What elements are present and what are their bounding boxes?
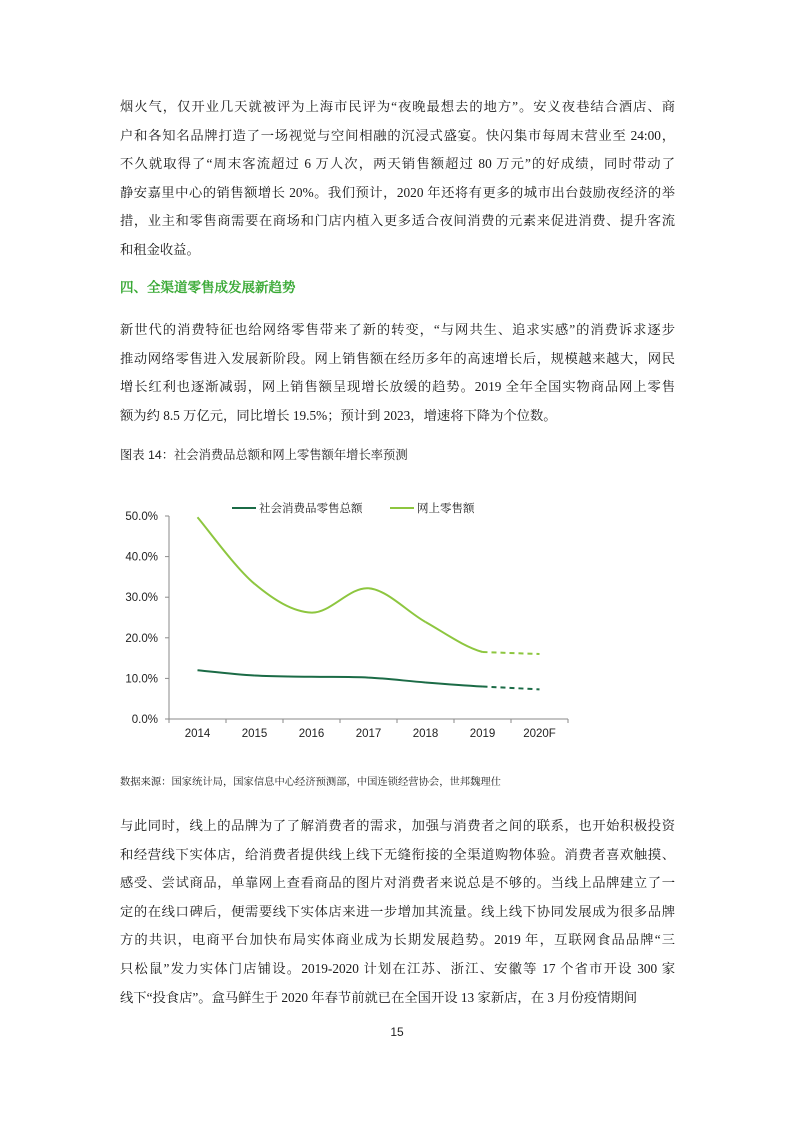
paragraph-omnichannel — [120, 812, 675, 1012]
page-number: 15 — [390, 1025, 404, 1039]
series-line-segment — [483, 652, 540, 654]
paragraph-nightlife — [120, 93, 675, 265]
series-line-segment — [369, 678, 426, 683]
x-tick-label: 2020F — [523, 728, 556, 740]
figure-caption: 图表 14：社会消费品总额和网上零售额年增长率预测 — [120, 448, 408, 462]
series-line-segment — [426, 622, 483, 652]
paragraph-line: 和经营线下实体店，给消费者提供线上线下无缝衔接的全渠道购物体验。消费者喜欢触摸、 — [120, 846, 675, 862]
paragraph-online-retail — [120, 316, 675, 430]
paragraph-line: 户和各知名品牌打造了一场视觉与空间相融的沉浸式盛宴。快闪集市每周末营业至 24:00， — [120, 127, 675, 143]
paragraph-line: 感受、尝试商品，单靠网上查看商品的图片对消费者来说总是不够的。当线上品牌建立了一 — [120, 875, 675, 891]
x-tick-label: 2018 — [412, 728, 439, 740]
y-tick-label: 0.0% — [131, 714, 158, 726]
series-line-segment — [369, 588, 426, 622]
paragraph-line: 增长红利也逐渐减弱，网上销售额呈现增长放缓的趋势。2019 全年全国实物商品网上零售 — [120, 379, 675, 395]
paragraph-line: 静安嘉里中心的销售额增长 20%。我们预计，2020 年还将有更多的城市出台鼓励夜经济的举 — [120, 184, 675, 200]
paragraph-line: 新世代的消费特征也给网络零售带来了新的转变，“与网共生、追求实感”的消费诉求逐步 — [120, 322, 675, 337]
y-tick-label: 30.0% — [125, 592, 158, 605]
x-tick-label: 2015 — [241, 728, 268, 740]
paragraph-line: 只松鼠”发力实体门店铺设。2019-2020 计划在江苏、浙江、安徽等 17 个省市开设 300 家 — [120, 960, 675, 976]
paragraph-line: 措，业主和零售商需要在商场和门店内植入更多适合夜间消费的元素来促进消费、提升客流 — [120, 213, 675, 229]
paragraph-line: 与此同时，线上的品牌为了了解消费者的需求，加强与消费者之间的联系，也开始积极投资 — [120, 818, 675, 833]
series-line-segment — [483, 687, 540, 690]
y-tick-label: 50.0% — [125, 511, 158, 523]
x-tick-label: 2017 — [355, 728, 382, 740]
series-line-segment — [198, 517, 255, 584]
legend-label: 社会消费品零售总额 — [259, 503, 363, 515]
paragraph-line: 额为约 8.5 万亿元，同比增长 19.5%；预计到 2023，增速将下降为个位数。 — [120, 407, 557, 423]
data-source-note: 数据来源：国家统计局，国家信息中心经济预测部，中国连锁经营协会，世邦魏理仕 — [120, 777, 501, 788]
series-line-segment — [198, 670, 255, 675]
paragraph-line: 和租金收益。 — [120, 241, 200, 257]
paragraph-line: 不久就取得了“周末客流超过 6 万人次，两天销售额超过 80 万元”的好成绩，同时带动了 — [120, 156, 675, 172]
y-tick-label: 40.0% — [125, 551, 158, 564]
series-line-segment — [312, 588, 369, 612]
y-tick-label: 20.0% — [125, 632, 158, 645]
paragraph-line: 线下“投食店”。盒马鲜生于 2020 年春节前就已在全国开设 13 家新店，在 3 月份疫情期间 — [120, 989, 638, 1005]
section-heading: 四、全渠道零售成发展新趋势 — [120, 280, 296, 295]
series-line-segment — [255, 676, 312, 677]
paragraph-line: 定的在线口碑后，便需要线下实体店来进一步增加其流量。线上线下协同发展成为很多品牌 — [120, 903, 675, 919]
x-tick-label: 2016 — [298, 728, 325, 740]
paragraph-line: 烟火气，仅开业几天就被评为上海市民评为“夜晚最想去的地方”。安义夜巷结合酒店、商 — [120, 99, 675, 114]
x-tick-label: 2014 — [184, 728, 211, 740]
series-line-segment — [312, 677, 369, 678]
y-tick-label: 10.0% — [125, 673, 158, 686]
series-line-segment — [426, 682, 483, 686]
paragraph-line: 推动网络零售进入发展新阶段。网上销售额在经历多年的高速增长后，规模越来越大，网民 — [120, 350, 675, 366]
legend-label: 网上零售额 — [417, 503, 475, 515]
line-chart — [120, 488, 580, 750]
x-tick-label: 2019 — [469, 728, 496, 740]
series-line-segment — [255, 584, 312, 613]
paragraph-line: 方的共识，电商平台加快布局实体商业成为长期发展趋势。2019 年，互联网食品品牌“三 — [120, 932, 675, 948]
